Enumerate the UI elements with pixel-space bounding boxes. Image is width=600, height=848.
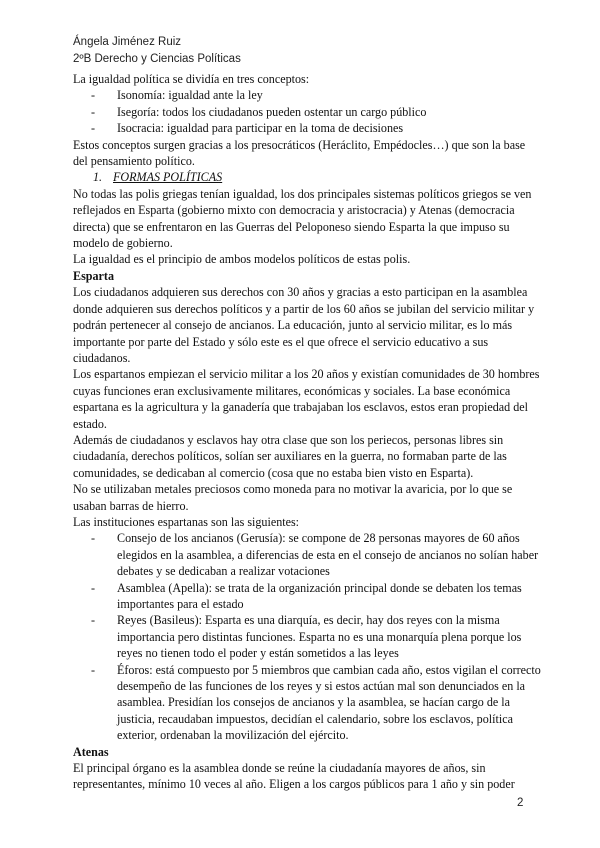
section-heading-formas [73,169,541,185]
author-name: Ángela Jiménez Ruiz [73,36,182,48]
list-item: - Asamblea (Apella): se trata de la organización principal donde se debaten los temas importantes para el estado [73,580,541,613]
list-item: - Isonomía: igualdad ante la ley [73,87,541,103]
concepts-note: Estos conceptos surgen gracias a los presocráticos (Heráclito, Empédocles…) que son la base del pensamiento político. [73,137,526,169]
intro-paragraph: La igualdad política se dividía en tres conceptos: [73,72,310,86]
esparta-paragraph-2: Los espartanos empiezan el servicio militar a los 20 años y existían comunidades de 30 hombres cuyas funciones eran exclusivamente militares, económicas y sociales. La base económica espartana es la agricultura y la ganadería que trabajaban los esclavos, estos eran propiedad del estado. [73,367,540,431]
esparta-paragraph-3: Además de ciudadanos y esclavos hay otra clase que son los periecos, personas libres sin ciudadanía, derechos políticos, solían ser auxiliares en la guerra, no formaban parte de las comunidades, se dedicaban al comercio (cosa que no estaba bien visto en Esparta). [73,432,507,480]
formas-paragraph-2: La igualdad es el principio de ambos modelos políticos de estas polis. [73,252,411,267]
esparta-paragraph-1: Los ciudadanos adquieren sus derechos con 30 años y gracias a esto participan en la asamblea donde adquieren sus derechos políticos y a partir de los 60 años se jubilan del servicio militar y podrán pertenecer al consejo de ancianos. La educación, junto al servicio militar, es lo más importante por parte del Estado y sólo este es el que ofrece el servicio educativo a sus ciudadanos. [73,285,535,365]
document-body [73,71,541,793]
concepts-list [73,87,541,136]
list-item: - Éforos: está compuesto por 5 miembros que cambian cada año, estos vigilan el correcto desempeño de las funciones de los reyes y si estos actúan mal son denunciados en la asamblea. Presidían los consejos de ancianos y la asamblea, se hacían cargo de la justicia, recaudaban impuestos, decidían el calendario, sobre los esclavos, política exterior, ordenaban la movilización del ejército. [73,662,541,744]
atenas-heading: Atenas [73,744,109,759]
esparta-paragraph-4: No se utilizaban metales preciosos como moneda para no motivar la avaricia, por lo que se usaban barras de hierro. [73,482,513,513]
course-name: 2ºB Derecho y Ciencias Políticas [73,53,241,65]
page-number: 2 [517,797,524,809]
esparta-heading: Esparta [73,268,114,283]
section-number: 1. [93,170,103,185]
page-header [73,34,241,68]
list-item: - Isegoría: todos los ciudadanos pueden ostentar un cargo público [73,104,541,120]
esparta-paragraph-5: Las instituciones espartanas son las siguientes: [73,514,300,529]
list-item: - Isocracia: igualdad para participar en la toma de decisiones [73,120,541,136]
section-title: FORMAS POLÍTICAS [113,170,223,185]
list-item: - Consejo de los ancianos (Gerusía): se compone de 28 personas mayores de 60 años elegidos en la asamblea, a diferencias de esta en el consejo de ancianos no solían haber debates y se dedicaban a realizar votaciones [73,530,541,579]
formas-paragraph-1: No todas las polis griegas tenían igualdad, los dos principales sistemas políticos griegos se ven reflejados en Esparta (gobierno mixto con democracia y aristocracia) y Atenas (democracia directa) que se enfrentaron en las Guerras del Peloponeso siendo Esparta la que impuso su modelo de gobierno. [73,186,532,251]
list-item: - Reyes (Basileus): Esparta es una diarquía, es decir, hay dos reyes con la misma importancia pero distintas funciones. Esparta no es una monarquía plena porque los reyes no tienen todo el poder y están sometidos a las leyes [73,612,541,661]
atenas-paragraph-1: El principal órgano es la asamblea donde se reúne la ciudadanía mayores de años, sin representantes, mínimo 10 veces al año. Eligen a los cargos públicos para 1 año y sin poder [73,761,515,792]
institutions-list [73,530,541,743]
